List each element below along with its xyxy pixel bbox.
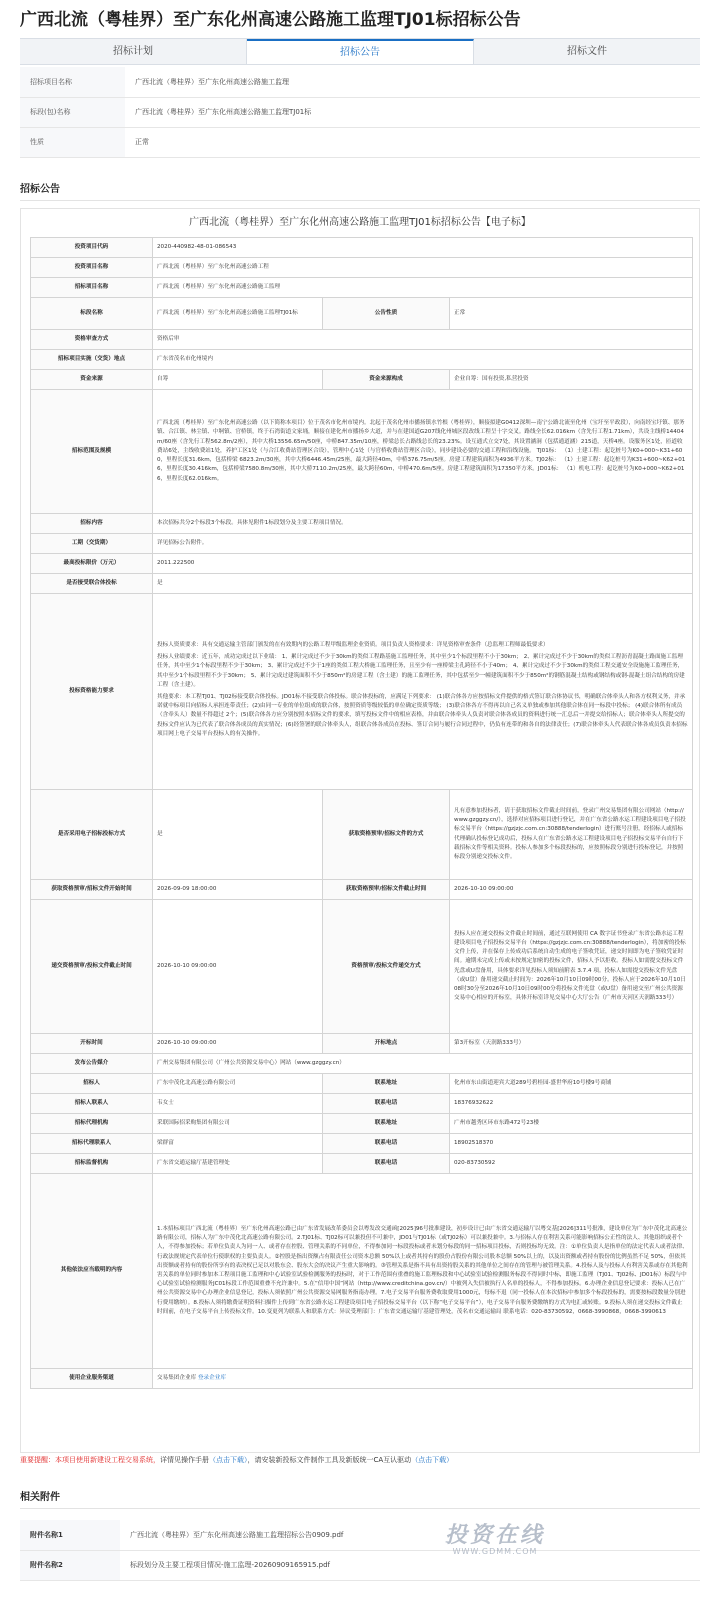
cell-value: 2026-10-10 09:00:00 [153, 1034, 323, 1054]
cell-key: 资格预审/投标文件递交方式 [323, 900, 450, 1034]
cell-key: 开标地点 [323, 1034, 450, 1054]
cell-value: 广西北流（粤桂界）至广东化州高速公路（以下简称本项目）位于茂名市化州市境内。北起于茂名化州市播扬镇水竹根（粤桂界），顺接拟建G0412深圳—南宁公路北流至化州（宝圩至平政段），向南经宝圩镇、那务镇、合江镇、林尘镇、中垌镇、官桥镇，终于石湾街道文家埇，顺接在建化州市播扬乡大道，并与在建国道G207线化州城区段改线工程呈十字交叉。路线全长62.016km（含先行工程1.71km），共设主线桥14404m/60座（含先行工程562.8m/2座），其中大桥13556.65m/50座，中桥847.35m/10座，桥梁总长占路线总长的23.23%。设互通式立交7处，其设置涵洞（包括通道涵）215道，天桥4座。设服务区1处，匝道收费站6处，主线收费站1处，养护工区1处（与合江收费站管理区合设），管理中心1处（与官桥收费站管理区合设），同步建设必要的交通工程和沿线设施。 TJ01标： （1）土建工程：起讫桩号为K0+000~K31+600，里程长度31.6km，包括桥梁 6823.2m/30座，其中大桥6446.45m/25座，最大跨径40m，中桥376.75m/5座。房建工程建筑面积为4936平方米。TJ02标： （1）土建工程：起讫桩号为K31+600~K62+016，里程长度30.416km，包括桥梁7580.8m/30座，其中大桥7110.2m/25座，最大跨径60m，中桥470.6m/5座。房建工程建筑面积为17350平方米。JD01标： （1）机电工程：起讫桩号为K0+000~K62+016，里程长度62.016km。 [153, 390, 693, 514]
login-enterprise-link[interactable]: 登录企业库 [197, 1374, 226, 1381]
cell-key: 工期（交货期） [31, 534, 153, 554]
attachment-key: 附件名称2 [20, 1550, 120, 1580]
cell-key: 联系电话 [323, 1134, 450, 1154]
section-title-notice: 招标公告 [20, 180, 700, 201]
attachment-row [20, 1550, 700, 1580]
cell-key: 投资项目名称 [31, 258, 153, 278]
cell-key: 资金来源 [31, 370, 153, 390]
cell-key: 招标代理机构 [31, 1114, 153, 1134]
manual-download-link[interactable]: （点击下载） [209, 1456, 248, 1464]
cell-value: 第3开标室（天润路333号） [450, 1034, 693, 1054]
cell-value: 是 [153, 790, 323, 880]
watermark-text: 投资在线 [444, 1523, 545, 1548]
cell-key: 发布公告媒介 [31, 1054, 153, 1074]
cell-value: 详见招标公告附件。 [153, 534, 693, 554]
cell-key: 招标范围及规模 [31, 390, 153, 514]
cell-value: 韦女士 [153, 1094, 323, 1114]
notice-panel [20, 208, 700, 1453]
notice-title: 广西北流（粤桂界）至广东化州高速公路施工监理TJ01标招标公告【电子标】 [189, 217, 531, 228]
cell-value: 正常 [450, 298, 693, 330]
attachment-key: 附件名称1 [20, 1520, 120, 1550]
cell-value: 本次招标共分2个标段3个标段。具体见附件1标段划分及主要工程项目情况。 [153, 514, 693, 534]
tab-bid-notice[interactable]: 招标公告 [247, 39, 474, 64]
cell-value: 投标人应在递交投标文件截止时间前，通过互联网使用 CA 数字证书登录广东省公路水运工程建设项目电子招投标交易平台（https://gzjzjc.com.cn:30888/tenderlogin），将加密的投标文件上传，并在保存上传成功后系统自动生成的电子签收凭证，递交时间即为电子签收凭证时间。逾期未完成上传或未按规定加密的投标文件，招标人予以拒收。投标人如需提交投标文件光盘或U盘备用，具体要求详见投标人须知前附表 3.7.4 项。投标人如需提交投标文件光盘（或U盘）备用递交截止时间为：2026年10月10日09时00分。投标人应于2026年10月10日08时30分至2026年10月10日09时00分将投标文件光盘（或U盘）备用递交至广州公共资源交易中心相应的开标室，具体开标室详见交易中心大厅公告（广州市天河区天润路333号） [450, 900, 693, 1034]
cell-key: 招标项目实施（交货）地点 [31, 350, 153, 370]
cell-value: 采联国际招采购集团有限公司 [153, 1114, 323, 1134]
important-notice [20, 1455, 710, 1465]
attachment-link[interactable]: 广西北流（粤桂界）至广东化州高速公路施工监理招标公告0909.pdf [120, 1520, 700, 1550]
cell-value [153, 1369, 693, 1389]
cell-key: 联系电话 [323, 1094, 450, 1114]
cell-key: 最高投标限价（万元） [31, 554, 153, 574]
cell-value: 2020-440982-48-01-086543 [153, 238, 693, 258]
cell-value: 企业自筹：国有投资,私营投资 [450, 370, 693, 390]
cell-key: 联系电话 [323, 1154, 450, 1174]
tab-bid-document[interactable]: 招标文件 [567, 46, 607, 57]
cell-key: 招标人 [31, 1074, 153, 1094]
cell-key: 投标资格能力要求 [31, 594, 153, 790]
info-value: 广西北流（粤桂界）至广东化州高速公路施工监理TJ01标 [125, 97, 700, 127]
cell-value: 化州市东山街道迎宾大道289号碧桂园·盛世华府10号楼9号商铺 [450, 1074, 693, 1094]
cell-key: 获取资格预审/招标文件截止时间 [323, 880, 450, 900]
cell-value: 2026-10-10 09:00:00 [153, 900, 323, 1034]
cell-key: 递交资格预审/投标文件截止时间 [31, 900, 153, 1034]
qual-paragraph: 其他要求：本工程TJ01、TJ02标接受联合体投标。JD01标不接受联合体投标。联合体投标的，应满足下列要求： (1)联合体各方应按招标文件提供的格式签订联合体协议书，明确联合体牵头人和各方权利义务，并承诺就中标项目向招标人承担连带责任；(2)由同一专业的单位组成的联合体，按照资质等级较低的单位确定资质等级； (3)联合体各方不得再以自己名义单独或参加其他联合体在同一标段中投标； (4)联合体所有成员（含牵头人）数量不得超过 2个；(5)联合体各方应分别按照本招标文件的要求，填写投标文件中的相应表格，并由联合体牵头人负责对联合体各成员的资料进行统一汇总后一并提交给招标人；联合体牵头人所提交的投标文件应认为已代表了联合体各成员的真实情况；(6)经签署的联合体牵头人，组联合体各成员在投标、签订合同与履行合同过程中，仍负有连带的和各自的法律责任；(7)联合体牵头人代表联合体各成员负责本招标项目网上电子交易平台投标人的有关操作。 [157, 694, 688, 737]
qual-paragraph: 投标人业绩要求：近五年，成功完成过以下业绩： 1、累计完成过不少于30km的类似工程路基施工监理任务，其中至少1个标段里程不小于30km； 2、累计完成过不少于30km的类似工程沥青混凝土路面施工监理任务，其中至少1个标段里程不少于30km； 3、累计完成过不少于1座的类似工程大桥施工监理任务，且至少有一座桥梁主孔跨径不小于40m； 4、累计完成过不少于30km的类似工程交通安全设施施工监理任务，其中至少1个标段里程不少于30km； 5、累计完成过建筑面积不少于850m²的房建工程（含土建）的施工监理任务，其中包括至少一幢建筑面积不少于850m²的钢筋混凝土结构或钢结构或钢-混凝土组合结构的房建工程（含土建）。 [157, 654, 685, 688]
watermark-url: WWW.GDMM.COM [452, 1547, 538, 1556]
cell-key: 联系地址 [323, 1074, 450, 1094]
info-value: 广西北流（粤桂界）至广东化州高速公路施工监理 [125, 67, 700, 97]
cell-value: 广东省交通运输厅基建管理处 [153, 1154, 323, 1174]
cell-key: 其他依法应当载明的内容 [31, 1174, 153, 1369]
info-value: 正常 [125, 127, 700, 157]
cell-key: 获取资格预审/招标文件开始时间 [31, 880, 153, 900]
cell-key: 开标时间 [31, 1034, 153, 1054]
notice-table [30, 237, 693, 1389]
cell-value: 广州交易集团有限公司（广州公共资源交易中心）网站（www.gzggzy.cn） [153, 1054, 693, 1074]
cell-key: 使用企业服务渠道 [31, 1369, 153, 1389]
driver-download-link[interactable]: （点击下载） [411, 1456, 454, 1464]
watermark-logo [395, 1518, 595, 1562]
cell-value: 资格后审 [153, 330, 693, 350]
cell-key: 招标代理联系人 [31, 1134, 153, 1154]
page-title: 广西北流（粤桂界）至广东化州高速公路施工监理TJ01标招标公告 [20, 10, 521, 30]
cell-key: 招标项目名称 [31, 278, 153, 298]
cell-value: 广西北流（粤桂界）至广东化州高速公路工程 [153, 258, 693, 278]
cell-key: 获取资格预审/招标文件的方式 [323, 790, 450, 880]
cell-value: 凡有意参加投标者，请于获取招标文件截止时间前，登录广州交易集团有限公司网站（http://www.gzggzy.cn/），选择对应招标项目进行登记，并在广东省公路水运工程建设项目电子招投标交易平台（https://gzjzjc.com.cn:30888/tenderlogin）进行账号注册，经招标人或招标代理确认投标登记成功后，投标人在广东省公路水运工程建设项目电子招投标交易平台自行下载招标文件等相关资料。投标人参加多个标段投标的，应按照标段分别进行投标登记，并按照标段分别递交投标文件。 [450, 790, 693, 880]
qual-paragraph: 投标人资质要求：具有交通运输主管部门颁发的在有效期内的公路工程甲级监理企业资质。项目负责人资格要求：详见资格审查条件（总监理工程师最低要求） [157, 641, 549, 648]
cell-key: 公告性质 [323, 298, 450, 330]
cell-value [153, 594, 693, 790]
cell-value: 2026-09-09 18:00:00 [153, 880, 323, 900]
cell-value: 2026-10-10 09:00:00 [450, 880, 693, 900]
cell-value: 梁群富 [153, 1134, 323, 1154]
manual-text: 详情见操作手册 [160, 1456, 209, 1464]
info-key: 招标项目名称 [20, 67, 125, 97]
attachment-row [20, 1520, 700, 1550]
section-title-attachments: 相关附件 [20, 1488, 700, 1509]
cell-value: 广州市越秀区环市东路472号23楼 [450, 1114, 693, 1134]
cell-value: 020-83730592 [450, 1154, 693, 1174]
info-row [20, 127, 700, 157]
cell-key: 是否采用电子招标投标方式 [31, 790, 153, 880]
cell-value: 广东省茂名市化州境内 [153, 350, 693, 370]
install-text: ，请安装新投标文件制作工具及新版统一CA互认驱动 [247, 1456, 412, 1464]
cell-value: 自筹 [153, 370, 323, 390]
cell-value: 18902518370 [450, 1134, 693, 1154]
cell-key: 标段名称 [31, 298, 153, 330]
cell-key: 招标监督机构 [31, 1154, 153, 1174]
cell-key: 资金来源构成 [323, 370, 450, 390]
enterprise-library-text: 交易集团企业库 [157, 1374, 197, 1381]
cell-value: 2011.222500 [153, 554, 693, 574]
cell-value: 1.本招标项目广西北流（粤桂界）至广东化州高速公路已由广东省发展改革委员会以粤发改交通函[2025]96号批准建设，初步设计已由广东省交通运输厅以粤交基[2026]311号批准，建设单位为广东中茂化北高速公路有限公司，招标人为广东中茂化北高速公路有限公司。2.TJ01标、TJ02标可以兼投但不可兼中，JD01与TJ01标（或TJ02标）可以兼投兼中。3.与招标人存在利害关系可能影响招标公正性的法人、其他组织或者个人，不得参加投标；若单位负责人为同一人、或者存在控股、管理关系的不同单位，不得参加同一标段投标或者未划分标段的同一招标项目投标，否则投标均无效。注：①单位负责人是指单位的法定代表人或者法律、行政法规规定代表单位行使职权的主要负责人。②控股是指出资额占有限责任公司资本总额 50%以上或者其持有的股份占股份有限公司股本总额 50%以上的，以及出资额或者持有股份的比例虽然不足 50%，但依其出资额或者持有的股份所享有的表决权已足以对股东会、股东大会的决议产生重大影响的。③管理关系是指不具有出资持股关系的其他单位之间存在的管理与被管理关系。4.投标人及与投标人有利害关系或存在其他利害关系的单位同时参加本工程项目施工监理和中心试验室试验检测服务的投标时，对于工作范围有重叠的施工监理标段和中心试验室试验检测服务标段不得同时中标，即施工监理（TJ01、TJ02标、JD01标）标段与中心试验室试验检测服务JC01标段工作范围重叠不允许兼中。5.在“信用中国”网站（http://www.creditchina.gov.cn/）中被列入失信被执行人名单的投标人，不得参加投标。6.办理企业信息登记要求：投标人已在广州公共资源交易中心办理企业信息登记，投标人须依照广州公共资源交易网服务指南办理。7.电子交易平台服务费收取费用1000元，每标不退（同一投标人在本次招标中参加多个标段投标的，需要按标段数量分别进行费用缴纳）。8.投标人须将缴费证明资料扫描件上传到广东省公路水运工程建设项目电子招投标交易平台（以下称“电子交易平台”），电子交易平台服务费缴纳的方式为电汇或转账。9.投标人须在递交投标文件截止时间前，在电子交易平台上传投标文件。10.变更列为联系人和联系方式：异议受理部门：广东省交通运输厅基建管理处，茂名市交通运输局 联系电话：020-83730592，0668-3990868，0668-3990613 [153, 1174, 693, 1369]
cell-value: 广东中茂化北高速公路有限公司 [153, 1074, 323, 1094]
cell-value: 是 [153, 574, 693, 594]
cell-key: 招标人联系人 [31, 1094, 153, 1114]
attachment-link[interactable]: 标段划分及主要工程项目情况-施工监理-20260909165915.pdf [120, 1550, 700, 1580]
cell-key: 是否接受联合体投标 [31, 574, 153, 594]
info-key: 性质 [20, 127, 125, 157]
cell-key: 资格审查方式 [31, 330, 153, 350]
warning-text: 重要提醒：本项目使用新建设工程交易系统， [20, 1456, 160, 1464]
cell-key: 投资项目代码 [31, 238, 153, 258]
cell-key: 招标内容 [31, 514, 153, 534]
tab-bar [20, 38, 700, 65]
cell-key: 联系地址 [323, 1114, 450, 1134]
info-key: 标段(包)名称 [20, 97, 125, 127]
info-row [20, 97, 700, 127]
tab-bid-plan[interactable]: 招标计划 [20, 39, 247, 64]
attachments-table [20, 1520, 700, 1581]
cell-value: 广西北流（粤桂界）至广东化州高速公路施工监理TJ01标 [153, 298, 323, 330]
cell-value: 18376932622 [450, 1094, 693, 1114]
project-info-table [20, 67, 700, 158]
cell-value: 广西北流（粤桂界）至广东化州高速公路施工监理 [153, 278, 693, 298]
info-row [20, 67, 700, 97]
